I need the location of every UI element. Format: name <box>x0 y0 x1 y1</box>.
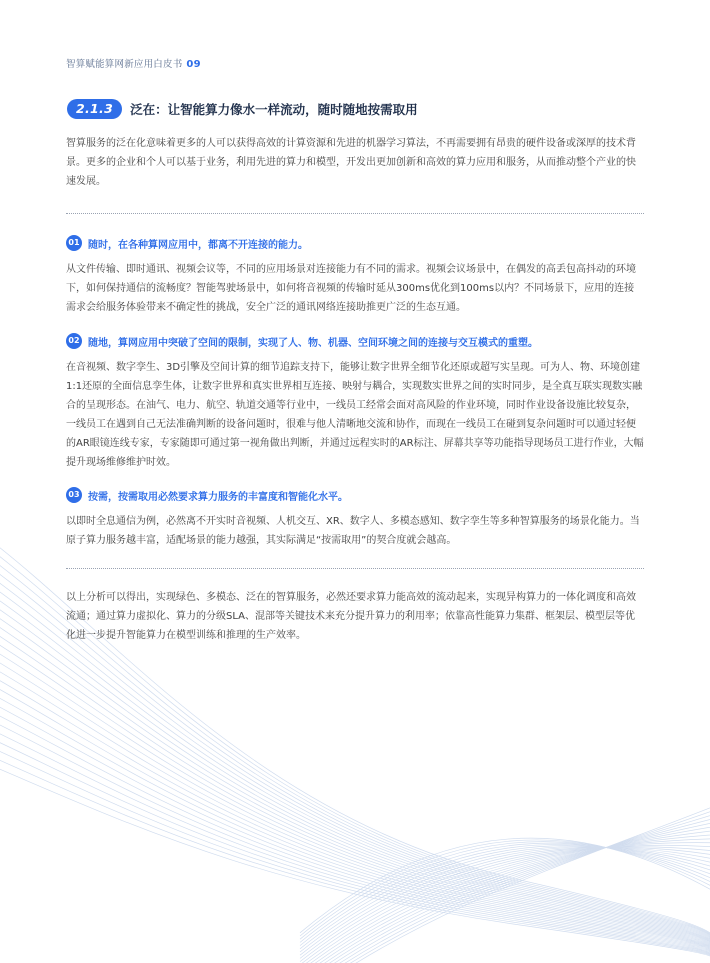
item-2-number-badge: 02 <box>66 333 82 349</box>
item-3-body: 以即时全息通信为例，必然离不开实时音视频、人机交互、XR、数字人、多模态感知、数字孪生等多种智算服务的场景化能力。当原子算力服务越丰富，适配场景的能力越强，其实际满足“按需取用”的契合度就会越高。 <box>66 516 640 546</box>
item-3-heading <box>66 486 656 504</box>
item-1-title: 随时，在各种算网应用中，都离不开连接的能力。 <box>88 239 308 251</box>
intro-paragraph: 智算服务的泛在化意味着更多的人可以获得高效的计算资源和先进的机器学习算法，不再需要拥有昂贵的硬件设备或深厚的技术背景。更多的企业和个人可以基于业务，利用先进的算力和模型，开发出更加创新和高效的算力应用和服务，从而推动整个产业的快速发展。 <box>66 138 636 187</box>
section-number-badge: 2.1.3 <box>67 99 122 119</box>
conclusion-paragraph: 以上分析可以得出，实现绿色、多模态、泛在的智算服务，必然还要求算力能高效的流动起来，实现异构算力的一体化调度和高效流通；通过算力虚拟化、算力的分级SLA、混部等关键技术来充分提升算力的利用率；依靠高性能算力集群、框架层、模型层等优化进一步提升智能算力在模型训练和推理的生产效率。 <box>66 592 636 641</box>
item-2-heading <box>66 332 656 350</box>
divider-top <box>66 213 644 214</box>
item-1-heading <box>66 234 656 252</box>
item-2-body: 在音视频、数字孪生、3D引擎及空间计算的细节追踪支持下，能够让数字世界全细节化还原或超写实呈现。可为人、物、环境创建1:1还原的全面信息孪生体，让数字世界和真实世界相互连接、映射与耦合，实现数实世界之间的实时同步，是全真互联实现数实融合的呈现形态。在油气、电力、航空、轨道交通等行业中，一线员工经常会面对高风险的作业环境，同时作业设备设施比较复杂，一线员工在遇到自己无法准确判断的设备问题时，很难与他人清晰地交流和协作，而现在一线员工在碰到复杂问题时可以通过轻便的AR眼镜连线专家，专家随即可通过第一视角做出判断，并通过远程实时的AR标注、屏幕共享等功能指导现场员工进行作业，大幅提升现场维修维护时效。 <box>66 362 644 468</box>
item-3-title: 按需，按需取用必然要求算力服务的丰富度和智能化水平。 <box>88 491 348 503</box>
running-header <box>66 56 201 70</box>
section-heading <box>67 98 418 120</box>
item-3-number-badge: 03 <box>66 487 82 503</box>
item-1-number-badge: 01 <box>66 235 82 251</box>
item-2-title: 随地，算网应用中突破了空间的限制，实现了人、物、机器、空间环境之间的连接与交互模式的重塑。 <box>88 337 538 349</box>
page-number: 09 <box>186 59 201 70</box>
divider-bottom <box>66 568 644 569</box>
item-1-body: 从文件传输、即时通讯、视频会议等，不同的应用场景对连接能力有不同的需求。视频会议场景中，在偶发的高丢包高抖动的环境下，如何保持通信的流畅度？智能驾驶场景中，如何将音视频的传输时延从300ms优化到100ms以内？不同场景下，应用的连接需求会给服务体验带来不确定性的挑战，安全广泛的通讯网络连接助推更广泛的生态互通。 <box>66 264 636 313</box>
section-title: 泛在：让智能算力像水一样流动，随时随地按需取用 <box>130 102 418 117</box>
header-title: 智算赋能算网新应用白皮书 <box>66 59 183 70</box>
